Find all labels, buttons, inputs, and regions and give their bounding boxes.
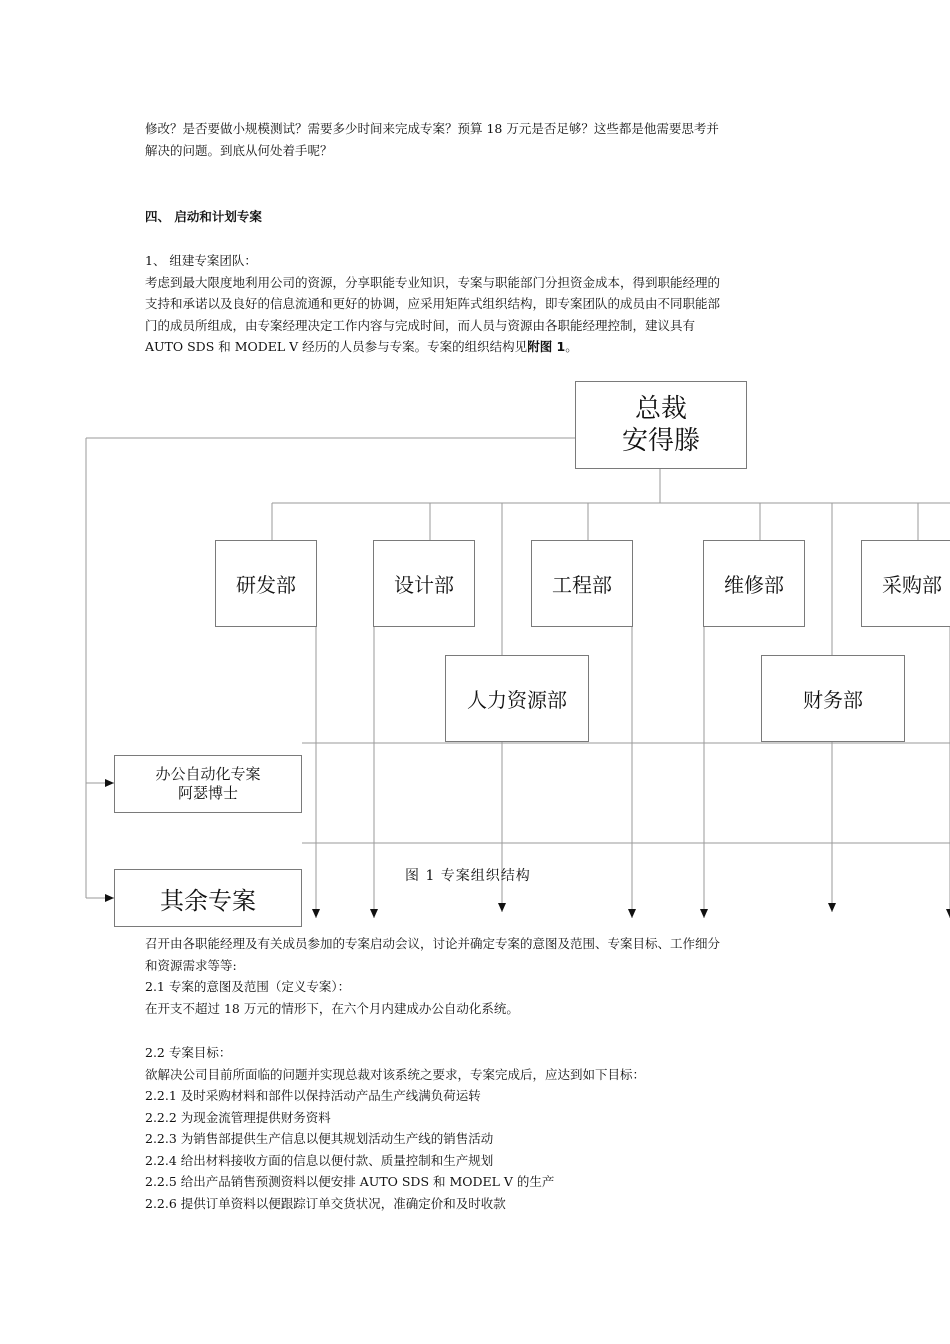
kickoff-line: 和资源需求等等: — [145, 957, 237, 973]
goal-item: 2.2.2 为现金流管理提供财务资料 — [145, 1109, 331, 1125]
goals-section — [145, 1042, 810, 1214]
dept-label: 财务部 — [803, 688, 863, 712]
figure-reference: 附图 1 — [527, 339, 566, 354]
goal-item: 2.2.1 及时采购材料和部件以保持活动产品生产线满负荷运转 — [145, 1088, 481, 1103]
intro-line: 修改？是否要做小规模测试？需要多少时间来完成专案？预算 18 万元是否足够？这些都是他需要思考并 — [145, 121, 719, 136]
president-box — [575, 381, 747, 469]
dept-box-engineering — [531, 540, 633, 627]
project-box-office-automation — [114, 755, 302, 813]
dept-label: 设计部 — [394, 573, 454, 597]
dept-label: 研发部 — [236, 573, 296, 597]
dept-box-hr — [445, 655, 589, 742]
intro-line: 解决的问题。到底从何处着手呢？ — [145, 142, 333, 158]
dept-label: 采购部 — [882, 573, 942, 597]
project-title: 其余专案 — [160, 886, 256, 915]
scope-text: 在开支不超过 18 万元的情形下，在六个月内建成办公自动化系统。 — [145, 1000, 519, 1016]
goal-item: 2.2.5 给出产品销售预测资料以便安排 AUTO SDS 和 MODEL V 的生产 — [145, 1174, 555, 1189]
team-line: 考虑到最大限度地利用公司的资源，分享职能专业知识，专案与职能部门分担资金成本，得到职能经理的 — [145, 274, 721, 290]
president-title: 总裁 — [634, 394, 687, 424]
project-box-other — [114, 869, 302, 927]
kickoff-line: 召开由各职能经理及有关成员参加的专案启动会议，讨论并确定专案的意图及范围、专案目标、工作细分 — [145, 936, 721, 951]
goals-heading: 2.2 专案目标： — [145, 1045, 232, 1060]
project-title: 办公自动化专案 — [155, 765, 261, 783]
president-name: 安得滕 — [621, 426, 700, 456]
dept-box-rnd — [215, 540, 317, 627]
scope-heading: 2.1 专案的意图及范围（定义专案）： — [145, 979, 351, 994]
dept-box-finance — [761, 655, 905, 742]
team-line: 门的成员所组成，由专案经理决定工作内容与完成时间，而人员与资源由各职能经理控制，建议具有 — [145, 317, 696, 333]
team-heading: 1、 组建专案团队： — [145, 253, 257, 268]
goal-item: 2.2.3 为销售部提供生产信息以便其规划活动生产线的销售活动 — [145, 1131, 494, 1146]
dept-label: 人力资源部 — [467, 688, 567, 712]
team-last-prefix: AUTO SDS 和 MODEL V 经历的人员参与专案。专案的组织结构见 — [145, 339, 528, 354]
goal-item: 2.2.6 提供订单资料以便跟踪订单交货状况，准确定价和及时收款 — [145, 1195, 506, 1211]
team-last-suffix: 。 — [565, 339, 578, 354]
dept-box-purchasing — [861, 540, 950, 627]
figure-caption: 图 1 专案组织结构 — [405, 868, 531, 884]
goal-item: 2.2.4 给出材料接收方面的信息以便付款、质量控制和生产规划 — [145, 1152, 494, 1168]
goals-intro: 欲解决公司目前所面临的问题并实现总裁对该系统之要求，专案完成后，应达到如下目标： — [145, 1066, 646, 1082]
dept-label: 维修部 — [724, 573, 784, 597]
dept-label: 工程部 — [552, 573, 612, 597]
project-manager: 阿瑟博士 — [177, 784, 238, 802]
section-heading: 四、 启动和计划专案 — [145, 209, 262, 224]
kickoff-paragraph — [145, 933, 810, 1019]
team-line: 支持和承诺以及良好的信息流通和更好的协调，应采用矩阵式组织结构，即专案团队的成员由不同职能部 — [145, 296, 721, 311]
dept-box-design — [373, 540, 475, 627]
dept-box-maintenance — [703, 540, 805, 627]
